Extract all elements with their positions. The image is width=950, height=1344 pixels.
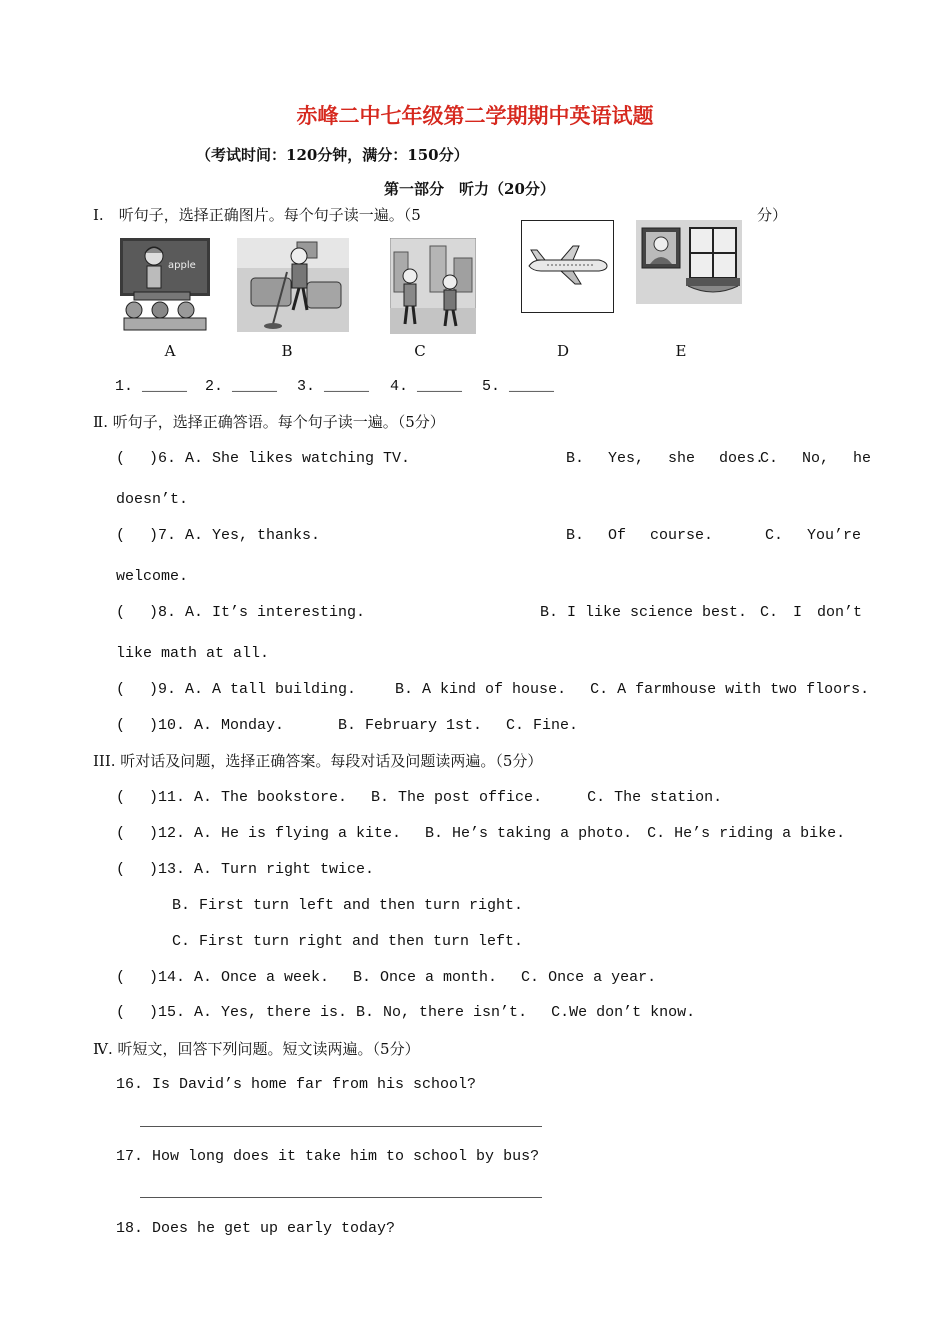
picture-letter-e: E <box>675 342 687 360</box>
exam-title: 赤峰二中七年级第二学期期中英语试题 <box>296 103 654 128</box>
picture-letter-a: A <box>164 342 176 360</box>
blank-1[interactable]: 1. _____ <box>115 378 188 395</box>
q16: 16. Is David’s home far from his school? <box>116 1076 477 1093</box>
q7-option-b: B. Of course. <box>566 527 714 544</box>
blank-2[interactable]: 2. _____ <box>205 378 278 395</box>
q18: 18. Does he get up early today? <box>116 1220 396 1237</box>
q8-continued: like math at all. <box>116 645 270 662</box>
q6-option-c: C. No, he <box>760 450 872 467</box>
picture-c <box>390 238 476 338</box>
q13-option-b: B. First turn left and then turn right. <box>172 897 524 914</box>
exam-info: （考试时间：120分钟，满分：150分） <box>196 146 469 164</box>
picture-a <box>120 238 210 336</box>
picture-letter-c: C <box>414 342 426 360</box>
blank-3[interactable]: 3. _____ <box>297 378 370 395</box>
picture-letter-b: B <box>281 342 293 360</box>
part1-heading: 第一部分 听力（20分） <box>384 180 555 198</box>
q15: ( )15. A. Yes, there is. B. No, there isn’t. C.We don’t know. <box>116 1004 696 1021</box>
two-boys-in-city-icon <box>390 238 476 334</box>
q7-continued: welcome. <box>116 568 189 585</box>
picture-d <box>521 220 614 317</box>
q14: ( )14. A. Once a week. B. Once a month. C. Once a year. <box>116 969 657 986</box>
picture-e <box>636 220 742 308</box>
section2-instruction: Ⅱ. 听句子，选择正确答语。每个句子读一遍。（5分） <box>93 413 445 431</box>
classroom-teacher-apple-icon <box>120 238 210 332</box>
section4-instruction: Ⅳ. 听短文，回答下列问题。短文读两遍。（5分） <box>93 1040 420 1058</box>
blank-5[interactable]: 5. _____ <box>482 378 555 395</box>
section1-instruction: Ⅰ. 听句子，选择正确图片。每个句子读一遍。（5 <box>93 206 421 224</box>
q6-option-a: ( )6. A. She likes watching TV. <box>116 450 411 467</box>
q13-option-c: C. First turn right and then turn left. <box>172 933 524 950</box>
q17-answer-line[interactable] <box>140 1197 542 1198</box>
blank-4[interactable]: 4. _____ <box>390 378 463 395</box>
q13-option-a: ( )13. A. Turn right twice. <box>116 861 375 878</box>
q17: 17. How long does it take him to school by bus? <box>116 1148 540 1165</box>
picture-b <box>237 238 349 336</box>
airplane-icon <box>521 220 614 313</box>
q8-option-a: ( )8. A. It’s interesting. <box>116 604 366 621</box>
q7-option-a: ( )7. A. Yes, thanks. <box>116 527 321 544</box>
q16-answer-line[interactable] <box>140 1126 542 1127</box>
q8-option-c: C. I don’t <box>760 604 863 621</box>
boy-mopping-floor-icon <box>237 238 349 332</box>
picture-letter-d: D <box>556 342 570 360</box>
q6-continued: doesn’t. <box>116 491 189 508</box>
q10: ( )10. A. Monday. B. February 1st. C. Fine. <box>116 717 579 734</box>
q11: ( )11. A. The bookstore. B. The post office. C. The station. <box>116 789 723 806</box>
q12: ( )12. A. He is flying a kite. B. He’s taking a photo. C. He’s riding a bike. <box>116 825 846 842</box>
board-text: apple <box>168 260 196 271</box>
portrait-and-window-icon <box>636 220 742 304</box>
section1-instruction-end: 分） <box>757 206 788 224</box>
q8-option-b: B. I like science best. <box>540 604 748 621</box>
q7-option-c: C. You’re <box>765 527 862 544</box>
section3-instruction: III. 听对话及问题，选择正确答案。每段对话及问题读两遍。（5分） <box>93 752 543 770</box>
q6-option-b: B. Yes, she does. <box>566 450 765 467</box>
q9: ( )9. A. A tall building. B. A kind of house. C. A farmhouse with two floors. <box>116 681 870 698</box>
